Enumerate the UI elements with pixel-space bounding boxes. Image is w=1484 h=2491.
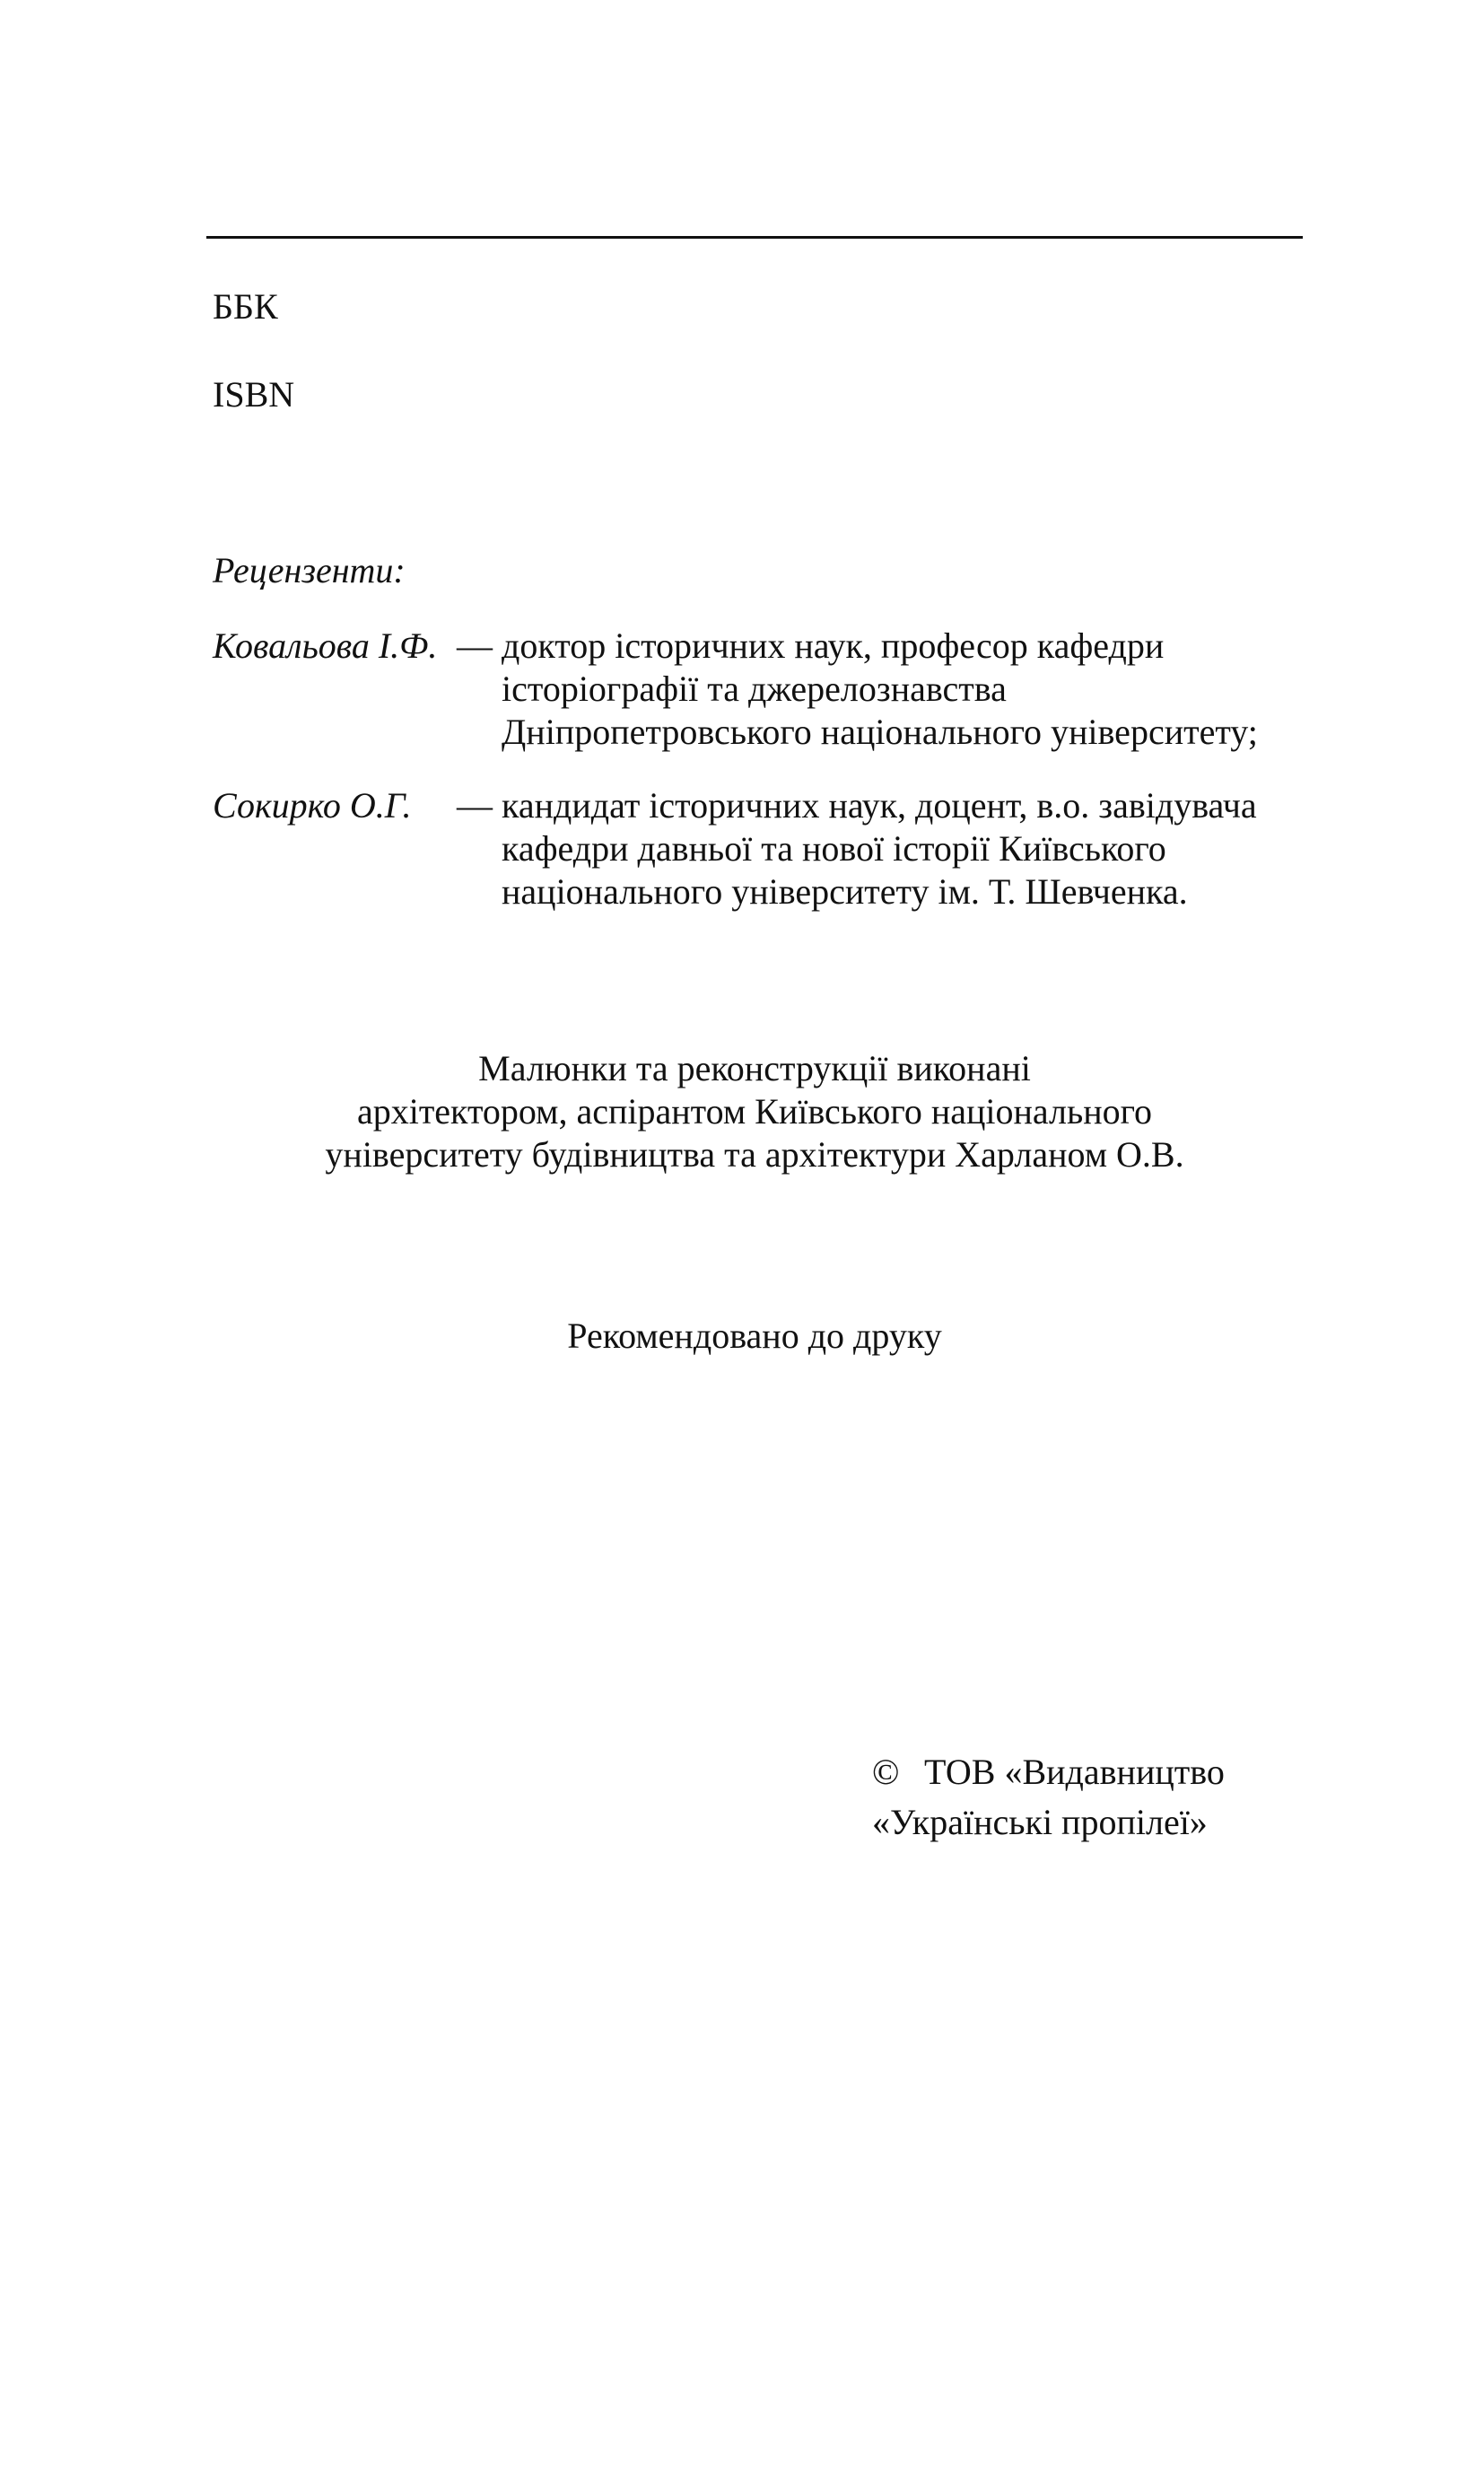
reviewer-description-line: кандидат історичних наук, доцент, в.о. завідувача (502, 785, 1257, 826)
reviewer-dash: — (457, 785, 493, 826)
reviewer-description-line: кафедри давньої та нової історії Київського (502, 828, 1166, 869)
reviewer-dash: — (457, 625, 493, 666)
copyright-line-1 (872, 1751, 1225, 1801)
reviewer-name: Ковальова І.Ф. (213, 625, 438, 666)
copyright-icon: © (872, 1752, 900, 1792)
illustration-credits (206, 1047, 1303, 1176)
reviewer-description-line: Дніпропетровського національного університету; (502, 712, 1258, 752)
credits-line: Малюнки та реконструкції виконані (478, 1048, 1031, 1088)
publisher-name: ТОВ «Видавництво (924, 1752, 1225, 1792)
reviewer-name: Сокирко О.Г. (213, 785, 412, 826)
reviewer-description-line: національного університету ім. Т. Шевченка. (502, 871, 1188, 912)
bbk-label: ББК (213, 286, 278, 327)
reviewer-description (502, 625, 1258, 754)
top-rule (206, 236, 1303, 239)
isbn-label: ISBN (213, 374, 295, 415)
reviewer-description-line: історіографії та джерелознавства (502, 669, 1007, 709)
copyright-line-2: «Українські пропілеї» (872, 1802, 1208, 1842)
credits-line: університету будівництва та архітектури Харланом О.В. (325, 1134, 1184, 1175)
reviewer-description (502, 784, 1257, 913)
recommended-for-print: Рекомендовано до друку (567, 1315, 942, 1356)
reviewer-description-line: доктор історичних наук, професор кафедри (502, 625, 1165, 666)
credits-line: архітектором, аспірантом Київського національного (356, 1091, 1153, 1132)
reviewers-heading: Рецензенти: (213, 550, 406, 590)
copyright-block (872, 1751, 1225, 1851)
